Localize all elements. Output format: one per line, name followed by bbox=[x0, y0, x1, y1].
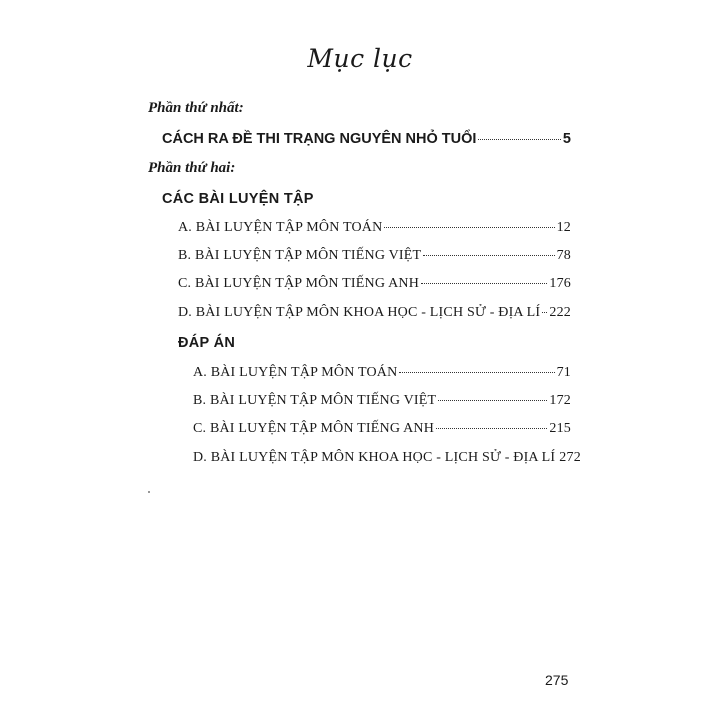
toc-entry-label: CÁCH RA ĐỀ THI TRẠNG NGUYÊN NHỎ TUỔI bbox=[162, 131, 477, 147]
toc-entry-practice-math[interactable] bbox=[178, 220, 571, 236]
toc-entry-answers-math[interactable] bbox=[193, 365, 571, 381]
toc-entry-practice-english[interactable] bbox=[178, 276, 571, 292]
dot-leader bbox=[478, 139, 560, 140]
toc-entry-page: 71 bbox=[556, 365, 571, 380]
page-title: Mục lục bbox=[307, 44, 413, 73]
toc-entry-label: C. BÀI LUYỆN TẬP MÔN TIẾNG ANH bbox=[193, 421, 435, 436]
toc-entry-page: 78 bbox=[556, 248, 571, 263]
toc-entry-label: A. BÀI LUYỆN TẬP MÔN TOÁN bbox=[193, 365, 398, 380]
toc-entry-page: 215 bbox=[549, 421, 571, 436]
toc-entry-answers-science[interactable] bbox=[193, 450, 581, 466]
dot-leader bbox=[438, 400, 547, 401]
toc-entry-practice-vietnamese[interactable] bbox=[178, 248, 571, 264]
toc-entry-label: A. BÀI LUYỆN TẬP MÔN TOÁN bbox=[178, 220, 383, 235]
toc-entry-page: 5 bbox=[562, 131, 571, 147]
toc-entry-label: B. BÀI LUYỆN TẬP MÔN TIẾNG VIỆT bbox=[178, 248, 422, 263]
section-heading-practice: CÁC BÀI LUYỆN TẬP bbox=[162, 191, 314, 207]
toc-entry-page: 176 bbox=[549, 276, 571, 291]
toc-entry-answers-vietnamese[interactable] bbox=[193, 393, 571, 409]
toc-entry-page: 222 bbox=[549, 305, 571, 320]
page-number: 275 bbox=[545, 672, 569, 688]
dot-leader bbox=[542, 312, 547, 313]
toc-entry-label: C. BÀI LUYỆN TẬP MÔN TIẾNG ANH bbox=[178, 276, 420, 291]
toc-entry-exam-method[interactable] bbox=[162, 131, 571, 147]
toc-entry-page: 272 bbox=[559, 450, 581, 465]
dot-leader bbox=[384, 227, 554, 228]
print-speck bbox=[148, 491, 150, 493]
toc-entry-label: B. BÀI LUYỆN TẬP MÔN TIẾNG VIỆT bbox=[193, 393, 437, 408]
toc-entry-label: D. BÀI LUYỆN TẬP MÔN KHOA HỌC - LỊCH SỬ - ĐỊA LÍ bbox=[193, 450, 556, 465]
part-two-label: Phần thứ hai: bbox=[148, 160, 236, 176]
part-one-label: Phần thứ nhất: bbox=[148, 100, 244, 116]
toc-entry-label: D. BÀI LUYỆN TẬP MÔN KHOA HỌC - LỊCH SỬ - ĐỊA LÍ bbox=[178, 305, 541, 320]
toc-entry-practice-science[interactable] bbox=[178, 305, 571, 321]
dot-leader bbox=[421, 283, 547, 284]
dot-leader bbox=[399, 372, 554, 373]
toc-entry-answers-english[interactable] bbox=[193, 421, 571, 437]
dot-leader bbox=[423, 255, 554, 256]
toc-entry-page: 12 bbox=[556, 220, 571, 235]
toc-entry-page: 172 bbox=[549, 393, 571, 408]
dot-leader bbox=[436, 428, 547, 429]
section-heading-answers: ĐÁP ÁN bbox=[178, 335, 236, 351]
